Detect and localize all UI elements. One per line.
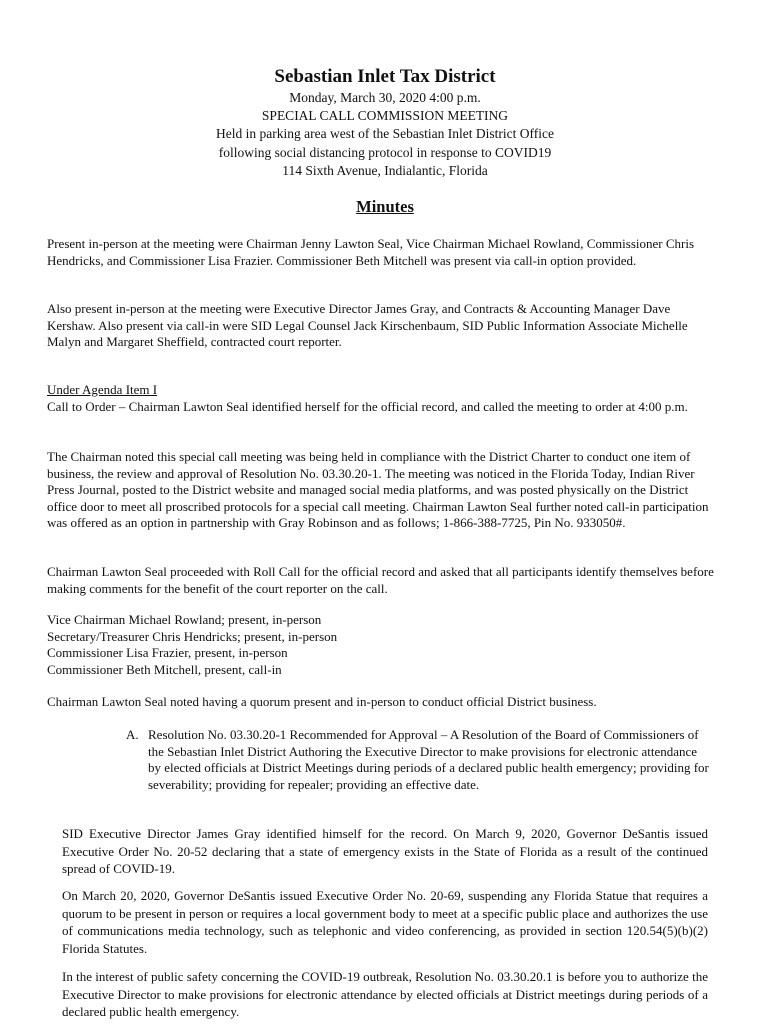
paragraph-roll-call: Chairman Lawton Seal proceeded with Roll Call for the official record and asked that all participants identify themselves before making comments for the benefit of the court reporter on the call. bbox=[47, 564, 714, 596]
paragraph-also-present: Also present in-person at the meeting were Executive Director James Gray, and Contracts & Accounting Manager Dave Kershaw. Also present via call-in were SID Legal Counsel Jack Kirschenbaum, SID Public Information Associate Michelle Malyn and Margaret Sheffield, contracted court reporter. bbox=[47, 301, 688, 349]
minutes-heading: Minutes bbox=[356, 197, 414, 216]
meeting-type: SPECIAL CALL COMMISSION MEETING bbox=[261, 108, 509, 124]
roll-call-list bbox=[47, 612, 715, 678]
paragraph-quorum: Chairman Lawton Seal noted having a quorum present and in-person to conduct official District business. bbox=[47, 694, 597, 709]
paragraph-gray: SID Executive Director James Gray identified himself for the record. On March 9, 2020, Governor DeSantis issued Executive Order No. 20-52 declaring that a state of emergency exists in the State of Florida as a result of the continued spread of COVID-19. bbox=[62, 826, 708, 876]
meeting-date: Monday, March 30, 2020 4:00 p.m. bbox=[289, 90, 481, 105]
list-item: Vice Chairman Michael Rowland; present, in-person bbox=[47, 612, 322, 627]
list-item: Commissioner Lisa Frazier, present, in-person bbox=[47, 645, 288, 660]
list-marker: A. bbox=[126, 727, 139, 742]
document-title: Sebastian Inlet Tax District bbox=[274, 66, 496, 87]
paragraph-march-20: On March 20, 2020, Governor DeSantis issued Executive Order No. 20-69, suspending any Florida Statue that requires a quorum to be present in person or requires a local government body to meet at a specific public place and authorizes the use of communications media technology, such as telephonic and video conferencing, as provided in section 120.54(5)(b)(2) Florida Statutes. bbox=[62, 888, 708, 956]
paragraph-chairman-noted: The Chairman noted this special call meeting was being held in compliance with the District Charter to conduct one item of business, the review and approval of Resolution No. 03.30.20-1. The meeting was noticed in the Florida Today, Indian River Press Journal, posted to the District website and managed social media platforms, and was posted physically on the District office door to meet all proscribed protocols for a special call meeting. Chairman Lawton Seal further noted call-in participation was offered as an option in partnership with Gray Robinson and as follows; 1-866-388-7725, Pin No. 933050#. bbox=[47, 449, 709, 530]
agenda-item-one bbox=[47, 382, 715, 415]
paragraph-present: Present in-person at the meeting were Chairman Jenny Lawton Seal, Vice Chairman Michael Rowland, Commissioner Chris Hendricks, and Commissioner Lisa Frazier. Commissioner Beth Mitchell was present via call-in option provided. bbox=[47, 236, 695, 268]
agenda-item-heading: Under Agenda Item I bbox=[47, 382, 158, 397]
document-header bbox=[0, 66, 770, 180]
paragraph-call-to-order: Call to Order – Chairman Lawton Seal identified herself for the official record, and called the meeting to order at 4:00 p.m. bbox=[47, 398, 688, 414]
list-item: Secretary/Treasurer Chris Hendricks; present, in-person bbox=[47, 628, 338, 644]
list-item: Commissioner Beth Mitchell, present, call-in bbox=[47, 661, 282, 677]
agenda-item-a bbox=[126, 727, 712, 793]
meeting-address: 114 Sixth Avenue, Indialantic, Florida bbox=[282, 162, 488, 178]
paragraph-interest: In the interest of public safety concerning the COVID-19 outbreak, Resolution No. 03.30.20.1 is before you to authorize the Executive Director to make provisions for electronic attendance by elected officials at District meetings during periods of a declared public health emergency. bbox=[62, 969, 708, 1019]
meeting-location: Held in parking area west of the Sebastian Inlet District Office bbox=[216, 126, 554, 142]
meeting-protocol: following social distancing protocol in response to COVID19 bbox=[218, 144, 552, 160]
resolution-description: Resolution No. 03.30.20-1 Recommended for Approval – A Resolution of the Board of Commissioners of the Sebastian Inlet District Authoring the Executive Director to make provisions for electronic attendance by elected officials at District Meetings during periods of a declared public health emergency; providing for severability; providing for repealer; providing an effective date. bbox=[148, 727, 709, 792]
